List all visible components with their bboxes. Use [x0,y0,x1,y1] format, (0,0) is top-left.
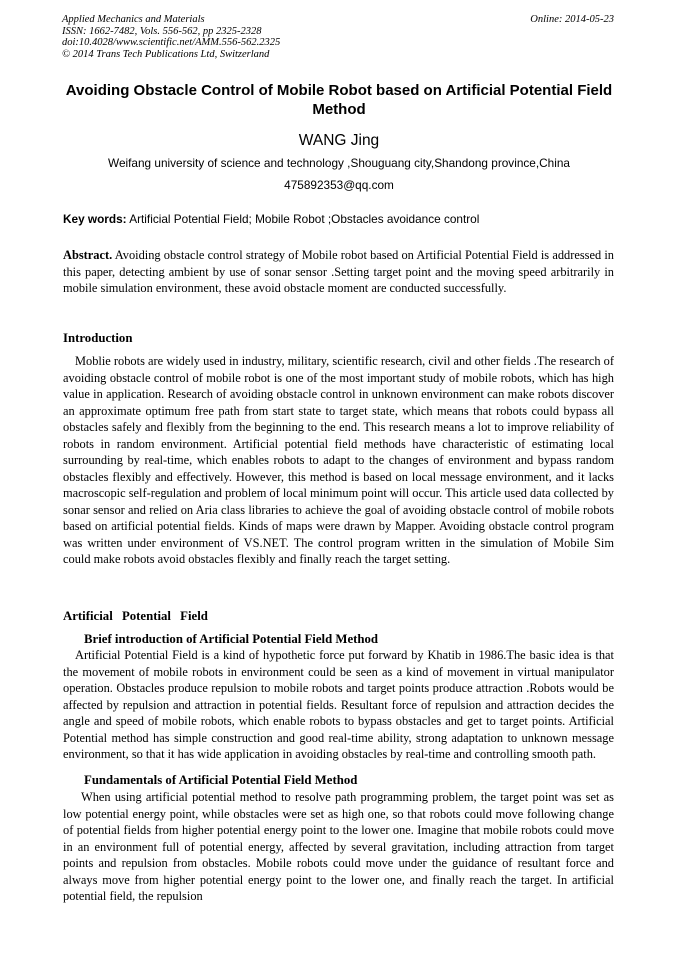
author-affiliation: Weifang university of science and technology ,Shouguang city,Shandong province,China [108,156,570,170]
keywords-text: Artificial Potential Field; Mobile Robot ;Obstacles avoidance control [126,212,480,226]
introduction-heading: Introduction [63,331,133,345]
issn-line: ISSN: 1662-7482, Vols. 556-562, pp 2325-2328 [62,25,262,37]
paper-title: Avoiding Obstacle Control of Mobile Robot based on Artificial Potential Field Method [65,82,613,118]
fundamentals-paragraph: When using artificial potential method to resolve path programming problem, the target point was set as low potential energy point, while obstacles were set as high one, so that robots could move following change of potential fields from higher potential energy point to the lower one. Imagine that mobile robots could move in an environment full of potential energy, affected by several gravitation, including attraction from target points and repulsion from obstacles. Mobile robots could move under the guidance of resultant force and always move from higher potential energy point to the lower one, and finally reach the target. In artificial potential field, the repulsion [63,790,614,903]
abstract [63,247,614,297]
fundamentals-heading: Fundamentals of Artificial Potential Field Method [84,773,358,787]
brief-intro-paragraph: Artificial Potential Field is a kind of hypothetic force put forward by Khatib in 1986.The basic idea is that the movement of mobile robots in environment could be seen as a kind of movement in virtual manipulator operation. Obstacles produce repulsion to mobile robots and target points produce attraction .Robots would be affected by repulsion and attraction in potential fields. Resultant force of repulsion and attraction decides the angle and speed of mobile robots, which enable robots to bypass obstacles and get to target points. Artificial Potential method has simple construction and good real-time ability, strong adaptation to unknown message environment, so that it has wide application in avoiding obstacles by real-time and controlling smooth path. [63,648,614,761]
brief-intro-heading: Brief introduction of Artificial Potential Field Method [84,632,379,646]
author-name: WANG Jing [298,132,380,149]
online-date: Online: 2014-05-23 [530,14,614,25]
journal-name: Applied Mechanics and Materials [62,14,205,25]
keywords-label: Key words: [63,212,127,226]
journal-header [62,14,614,60]
doi-line[interactable]: doi:10.4028/www.scientific.net/AMM.556-562.2325 [62,37,281,48]
abstract-label: Abstract. [63,248,113,262]
author-email[interactable]: 475892353@qq.com [284,178,394,192]
introduction-paragraph: Moblie robots are widely used in industry, military, scientific research, civil and other fields .The research of avoiding obstacle control of mobile robot is one of the most important study of mobile robots, which has high value in application. Research of avoiding obstacle control in unknown environment can make robots discover an approximate optimum free path from start state to target state, which means that robots could bypass all obstacles safely and flexibly from the beginning to the end. This research means a lot to improve reliability of robots in random environment. Artificial potential field methods have characteristic of estimating local surrounding by real-time, which enables robots to adapt to the changes of environment and bypass random obstacles flexibly and effectively. However, this method is based on local message environment, and it lacks macroscopic self-regulation and problem of local minimum point will occur. This article used data collected by sonar sensor and relied on Aria class libraries to achieve the goal of avoiding obstacle control of mobile robots based on artificial potential fields. Kinds of maps were drawn by Mapper. Avoiding obstacle control program was written under environment of VS.NET. The control program written in the simulation of Mobile Sim could make robots avoid obstacles flexibly and finally reach the target setting. [63,354,614,566]
copyright-line: © 2014 Trans Tech Publications Ltd, Switzerland [62,48,270,60]
abstract-text: Avoiding obstacle control strategy of Mobile robot based on Artificial Potential Field is addressed in this paper, detecting ambient by use of sonar sensor .Setting target point and the moving speed arbitrarily in mobile simulation environment, these avoid obstacle moment are conducted successfully. [63,248,614,295]
keywords [63,212,615,226]
apf-section-heading: Artificial Potential Field [63,609,208,623]
